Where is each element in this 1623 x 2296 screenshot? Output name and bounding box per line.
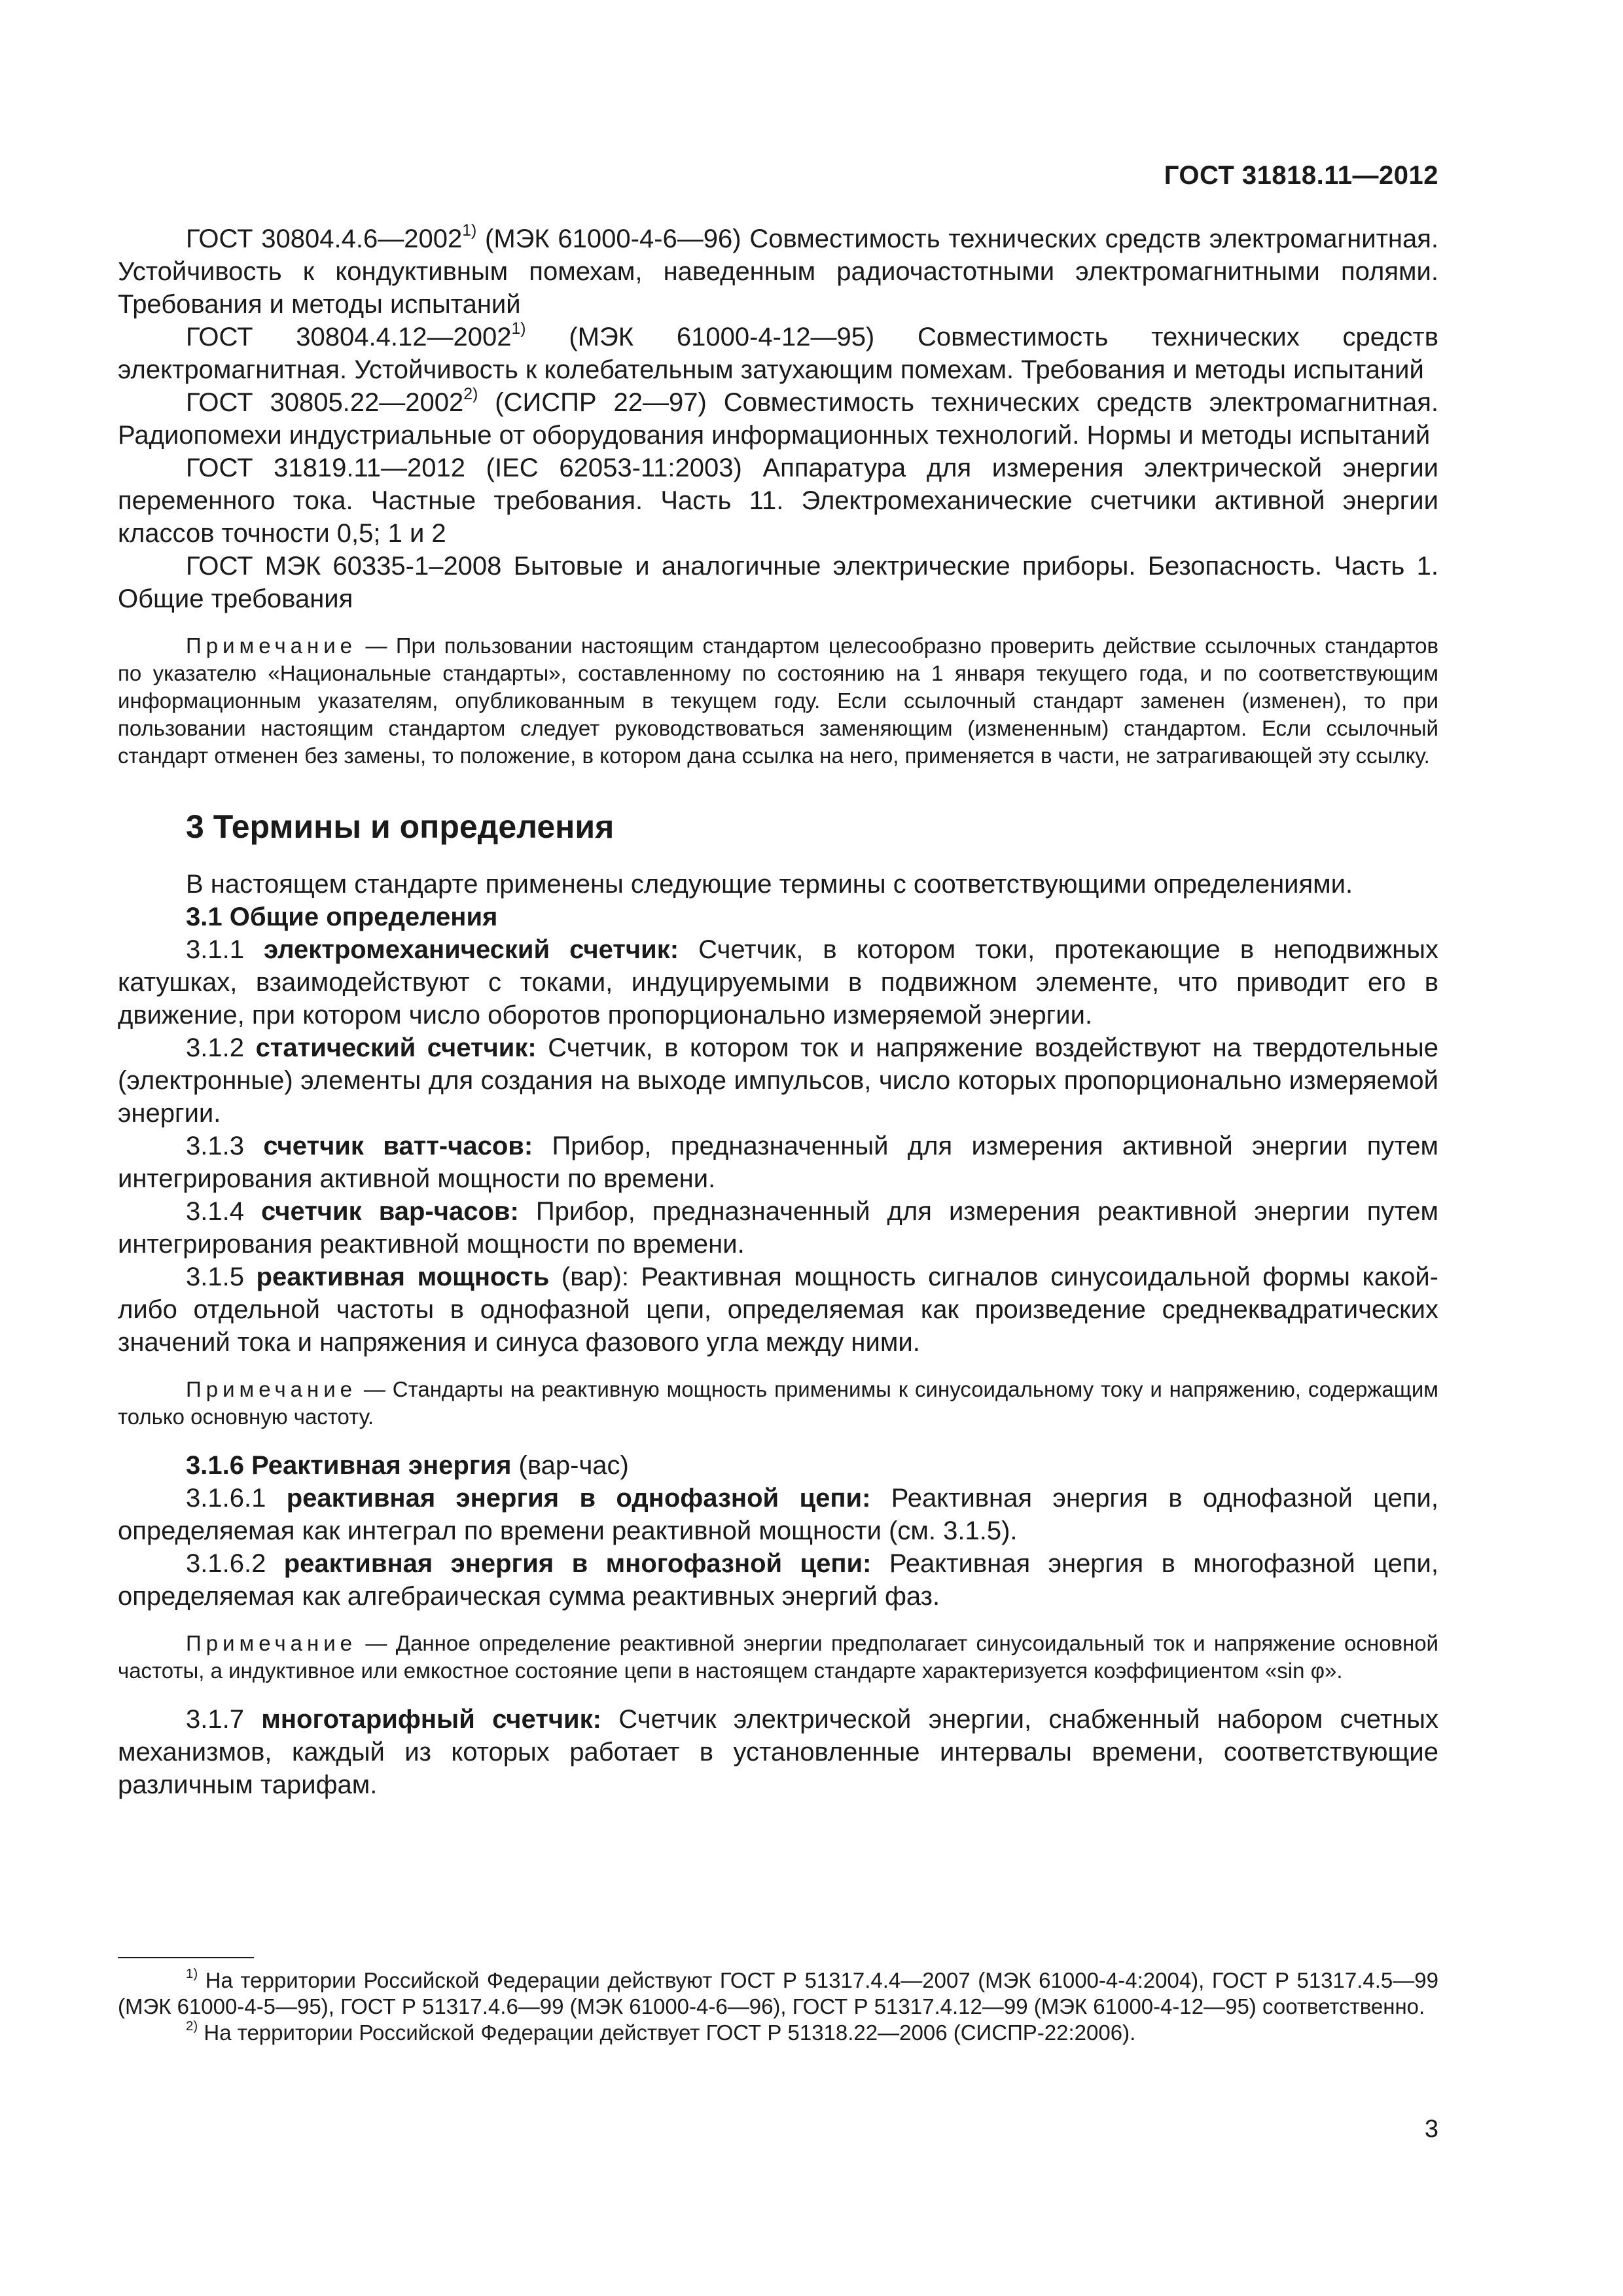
term-name: счетчик вар-часов: <box>261 1197 519 1226</box>
reference-title: (IEC 62053-11:2003) Аппаратура для измерения электрической энергии переменного тока. Частные требования. Часть 11. Электромеханические счетчики активной энергии классов точности 0,5; 1 и 2 <box>118 454 1439 548</box>
term-number: 3.1.1 <box>186 935 264 964</box>
reference-title: (МЭК 61000-4-12—95) Совместимость технических средств электромагнитная. Устойчивость к колебательным затухающим помехам. Требования и методы испытаний <box>118 323 1439 384</box>
term-text: Прибор, предназначенный для измерения реактивной энергии путем интегрирования реактивной мощности по времени. <box>118 1197 1438 1259</box>
term-name: электромеханический счетчик: <box>264 935 679 964</box>
reference-code: ГОСТ 30804.4.6—2002 <box>186 224 463 253</box>
term-definition <box>118 1031 1438 1130</box>
subsection-316-head: 3.1.6 Реактивная энергия <box>186 1451 512 1480</box>
term-number: 3.1.2 <box>186 1033 256 1062</box>
normative-reference <box>118 550 1438 615</box>
term-number: 3.1.6.2 <box>186 1549 284 1578</box>
note-reactive-power <box>118 1376 1438 1431</box>
reference-title: (МЭК 61000-4-6—96) Совместимость технических средств электромагнитная. Устойчивость к кондуктивным помехам, наведенным радиочастотными электромагнитными полями. Требования и методы испытаний <box>118 224 1439 319</box>
reference-code: ГОСТ 30804.4.12—2002 <box>186 323 512 351</box>
document-body <box>118 223 1438 1801</box>
section-title: 3 Термины и определения <box>186 808 615 845</box>
reference-title: Бытовые и аналогичные электрические приборы. Безопасность. Часть 1. Общие требования <box>118 552 1439 613</box>
term-text: Прибор, предназначенный для измерения активной энергии путем интегрирования активной мощности по времени. <box>118 1132 1439 1193</box>
reference-code: ГОСТ МЭК 60335-1–2008 <box>186 552 502 581</box>
term-name: реактивная энергия в многофазной цепи: <box>283 1549 872 1578</box>
term-definition <box>118 1547 1438 1613</box>
section-intro: В настоящем стандарте применены следующие термины с соответствующими определениями. <box>186 870 1353 899</box>
term-definition <box>118 1195 1438 1261</box>
term-text: Реактивная энергия в многофазной цепи, определяемая как алгебраическая сумма реактивных энергий фаз. <box>118 1549 1438 1611</box>
footnote-mark: 2) <box>186 2018 198 2034</box>
footnote <box>118 2020 1438 2046</box>
reference-code: ГОСТ 31819.11—2012 <box>186 454 466 482</box>
footnote-mark: 1) <box>462 221 477 240</box>
footnote <box>118 1967 1438 2020</box>
footnote-mark: 1) <box>186 1965 198 1981</box>
footnote-mark: 1) <box>511 319 526 338</box>
note-label: Примечание <box>186 634 357 658</box>
term-name: многотарифный счетчик: <box>261 1705 601 1734</box>
note-text: — При пользовании настоящим стандартом целесообразно проверить действие ссылочных стандартов по указателю «Национальные стандарты», составленному по состоянию на 1 января текущего года, и по соответствующим информационным указателям, опубликованным в текущем году. Если ссылочный стандарт заменен (изменен), то при пользовании настоящим стандартом следует руководствоваться заменяющим (измененным) стандартом. Если ссылочный стандарт отменен без замены, то положение, в котором дана ссылка на него, применяется в части, не затрагивающей эту ссылку. <box>118 634 1438 768</box>
term-definition <box>118 1482 1438 1547</box>
term-number: 3.1.6.1 <box>186 1484 287 1513</box>
note-references <box>118 632 1438 770</box>
term-definition <box>118 1261 1438 1359</box>
subsection-title: 3.1 Общие определения <box>186 903 498 931</box>
term-name: счетчик ватт-часов: <box>263 1132 533 1160</box>
term-number: 3.1.5 <box>186 1263 257 1291</box>
term-text: Реактивная энергия в однофазной цепи, определяемая как интеграл по времени реактивной мощности (см. 3.1.5). <box>118 1484 1438 1545</box>
term-text: Счетчик, в котором токи, протекающие в неподвижных катушках, взаимодействуют с токами, индуцируемыми в подвижном элементе, что приводит его в движение, при котором число оборотов пропорционально измеряемой энергии. <box>118 935 1439 1030</box>
term-number: 3.1.4 <box>186 1197 262 1226</box>
reference-code: ГОСТ 30805.22—2002 <box>186 388 464 417</box>
subsection-316-tail: (вар-час) <box>511 1451 629 1480</box>
normative-reference <box>118 223 1438 321</box>
footnote-divider <box>118 1957 254 1958</box>
note-label: Примечание <box>186 1377 357 1401</box>
term-text: (вар): Реактивная мощность сигналов синусоидальной формы какой-либо отдельной частоты в однофазной цепи, определяемая как произведение среднеквадратических значений тока и напряжения и синуса фазового угла между ними. <box>118 1263 1438 1357</box>
term-definition <box>118 1703 1438 1801</box>
footnote-text: На территории Российской Федерации действует ГОСТ Р 51318.22—2006 (СИСПР-22:2006). <box>198 2020 1136 2045</box>
term-name: реактивная мощность <box>256 1263 550 1291</box>
term-definition <box>118 1130 1438 1195</box>
subsection-316 <box>118 1449 1438 1482</box>
reference-title: (СИСПР 22—97) Совместимость технических средств электромагнитная. Радиопомехи индустриальные от оборудования информационных технологий. Нормы и методы испытаний <box>118 388 1438 450</box>
term-name: реактивная энергия в однофазной цепи: <box>286 1484 871 1513</box>
footnote-mark: 2) <box>463 385 478 403</box>
page-number: 3 <box>1424 2115 1438 2143</box>
term-text: Счетчик, в котором ток и напряжение воздействуют на твердотельные (электронные) элементы для создания на выходе импульсов, число которых пропорционально измеряемой энергии. <box>118 1033 1439 1128</box>
footnote-text: На территории Российской Федерации действуют ГОСТ Р 51317.4.4—2007 (МЭК 61000-4-4:2004), ГОСТ Р 51317.4.5—99 (МЭК 61000-4-5—95), ГОСТ Р 51317.4.6—99 (МЭК 61000-4-6—96), ГОСТ Р 51317.4.12—99 (МЭК 61000-4-12—95) соответственно. <box>118 1968 1438 2018</box>
term-number: 3.1.7 <box>186 1705 262 1734</box>
document-header-id: ГОСТ 31818.11—2012 <box>1164 161 1438 190</box>
term-text: Счетчик электрической энергии, снабженный набором счетных механизмов, каждый из которых работает в установленные интервалы времени, соответствующие различным тарифам. <box>118 1705 1438 1799</box>
note-text: — Стандарты на реактивную мощность применимы к синусоидальному току и напряжению, содержащим только основную частоту. <box>118 1377 1438 1429</box>
footnotes <box>118 1957 1438 2046</box>
normative-reference <box>118 452 1438 550</box>
note-label: Примечание <box>186 1631 357 1655</box>
term-name: статический счетчик: <box>255 1033 537 1062</box>
note-text: — Данное определение реактивной энергии предполагает синусоидальный ток и напряжение основной частоты, а индуктивное или емкостное состояние цепи в настоящем стандарте характеризуется коэффициентом «sin φ». <box>118 1631 1438 1683</box>
note-reactive-energy <box>118 1630 1438 1685</box>
term-number: 3.1.3 <box>186 1132 264 1160</box>
term-definition <box>118 933 1438 1031</box>
normative-reference <box>118 321 1438 386</box>
normative-reference <box>118 386 1438 452</box>
